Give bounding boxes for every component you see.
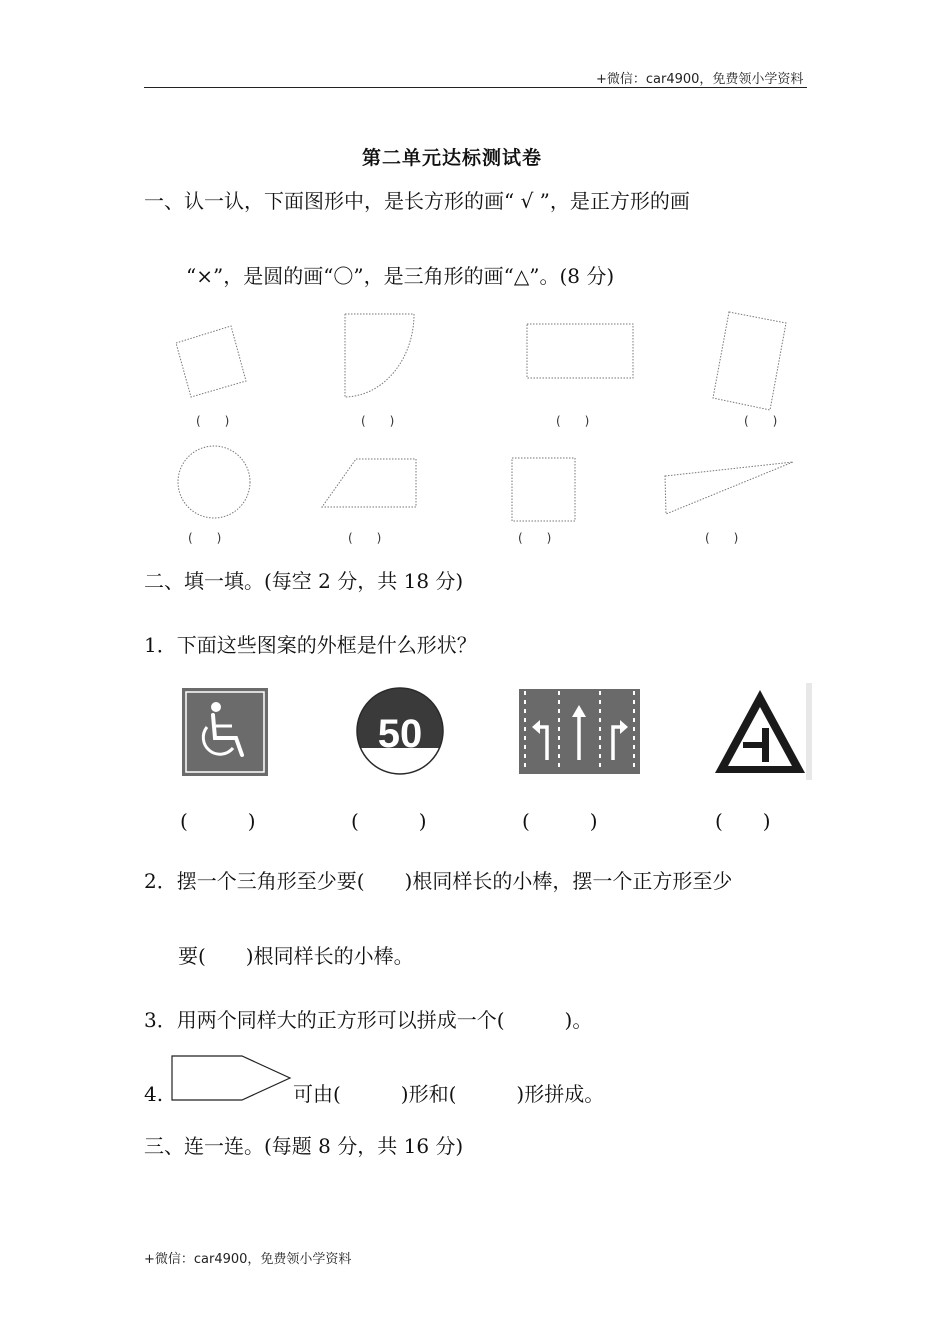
sign-answer-blank[interactable]: ( ) [351, 809, 427, 833]
question-2-line2: 要( )根同样长的小棒。 [178, 944, 414, 968]
answer-blank[interactable]: ( ) [556, 414, 590, 428]
sign-answer-blank[interactable]: ( ) [180, 809, 256, 833]
question-1: 1．下面这些图案的外框是什么形状？ [144, 633, 477, 657]
header-text: +微信：car4900，免费领小学资料 [596, 72, 804, 87]
answer-blank[interactable]: ( ) [196, 414, 230, 428]
sign-answer-blank[interactable]: ( ) [522, 809, 598, 833]
answer-blank[interactable]: ( ) [361, 414, 395, 428]
answer-blank[interactable]: ( ) [705, 531, 739, 545]
section3-heading: 三、连一连。(每题 8 分，共 16 分) [144, 1134, 464, 1158]
question-2-line1: 2．摆一个三角形至少要( )根同样长的小棒，摆一个正方形至少 [144, 869, 733, 893]
question-3: 3．用两个同样大的正方形可以拼成一个( )。 [144, 1008, 593, 1032]
answer-blank[interactable]: ( ) [744, 414, 778, 428]
answer-blank[interactable]: ( ) [188, 531, 222, 545]
answer-blank[interactable]: ( ) [518, 531, 552, 545]
question-4-number: 4. [144, 1082, 164, 1106]
sign-answer-blank[interactable]: ( ) [715, 809, 771, 833]
question-4-text: 可由( )形和( )形拼成。 [293, 1082, 605, 1106]
section2-heading: 二、填一填。(每空 2 分，共 18 分) [144, 569, 464, 593]
answer-blank[interactable]: ( ) [348, 531, 382, 545]
section1-instruction-line2: “×”，是圆的画“〇”，是三角形的画“△”。(8 分) [186, 264, 615, 288]
speed-limit-value: 50 [377, 712, 423, 756]
section1-instruction-line1: 一、认一认，下面图形中，是长方形的画“ √ ”，是正方形的画 [144, 189, 690, 213]
page-title: 第二单元达标测试卷 [362, 147, 543, 169]
footer-text: +微信：car4900，免费领小学资料 [144, 1252, 352, 1267]
